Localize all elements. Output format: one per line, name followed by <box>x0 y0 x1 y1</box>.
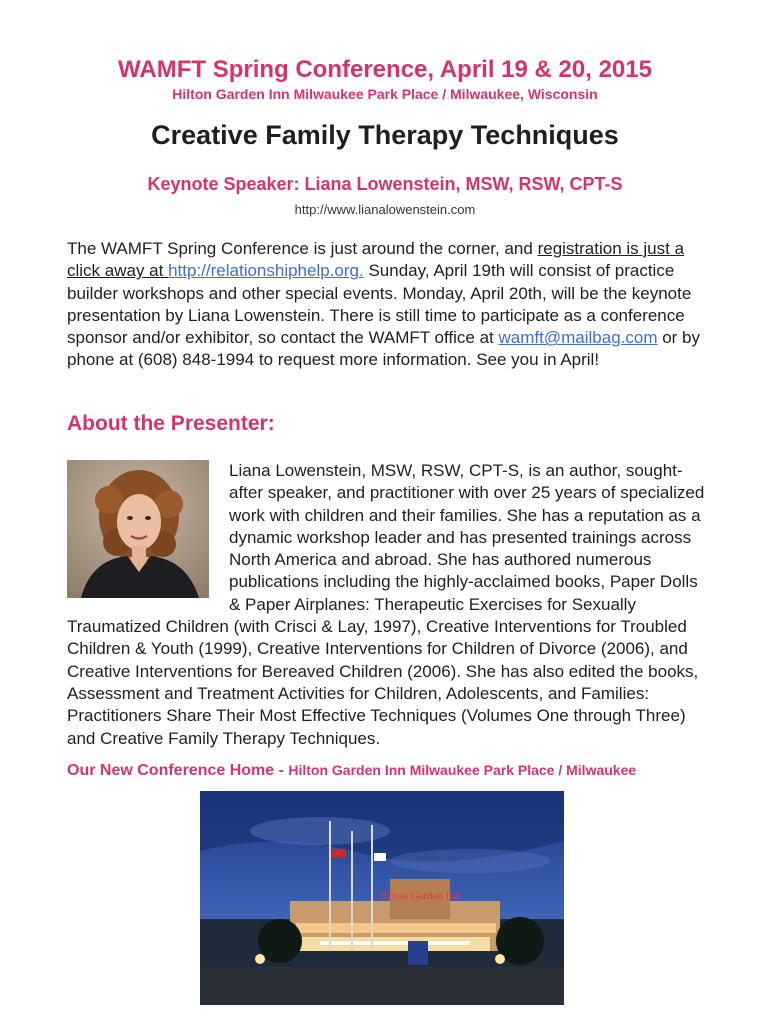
intro-text-3: or by phone at (608) 848-1994 to request more information. See you in April! <box>67 328 701 370</box>
conference-home <box>67 762 636 780</box>
registration-link[interactable]: http://relationshiphelp.org. <box>168 261 364 281</box>
conference-home-label: Our New Conference Home - <box>67 762 289 779</box>
bio-text: Liana Lowenstein, MSW, RSW, CPT-S, is an author, sought-after speaker, and practitioner with over 25 years of specialized work with children and their families. She has a reputation as a dynamic workshop leader and has presented trainings across North America and abroad. She has authored numerous publications including the highly-acclaimed books, Paper Dolls & Paper Airplanes: Therapeutic Exercises for Sexually Traumatized Children (with Crisci & Lay, 1997), Creative Interventions for Troubled Children & Youth (1999), Creative Interventions for Children of Divorce (2006), and Creative Interventions for Bereaved Children (2006). She has also edited the books, Assessment and Treatment Activities for Children, Adolescents, and Families: Practitioners Share Their Most Effective Techniques (Volumes One through Three) and Creative Family Therapy Techniques. <box>67 461 705 748</box>
hotel-sign: Hilton Garden Inn <box>379 890 461 902</box>
speaker-website: http://www.lianalowenstein.com <box>294 202 476 217</box>
intro-paragraph <box>67 238 707 372</box>
intro-text-2: Sunday, April 19th will consist of practice builder workshops and other special events. Monday, April 20th, will be the keynote presentation by Liana Lowenstein. There is still time to participate as a conference sponsor and/or exhibitor, so contact the WAMFT office at <box>67 261 692 348</box>
registration-text: registration is just a click away at <box>67 239 685 281</box>
intro-text-1: The WAMFT Spring Conference is just around the corner, and <box>67 239 538 258</box>
email-link[interactable]: wamft@mailbag.com <box>498 328 658 348</box>
hotel-photo <box>200 791 564 1005</box>
keynote-speaker: Keynote Speaker: Liana Lowenstein, MSW, RSW, CPT-S <box>147 174 623 194</box>
conference-home-venue: Hilton Garden Inn Milwaukee Park Place / Milwaukee <box>288 762 637 778</box>
conference-title: WAMFT Spring Conference, April 19 & 20, 2015 <box>118 56 652 83</box>
about-heading: About the Presenter: <box>67 412 275 435</box>
presenter-photo <box>67 460 209 598</box>
page-title: Creative Family Therapy Techniques <box>151 120 619 150</box>
conference-location: Hilton Garden Inn Milwaukee Park Place / Milwaukee, Wisconsin <box>172 86 598 102</box>
